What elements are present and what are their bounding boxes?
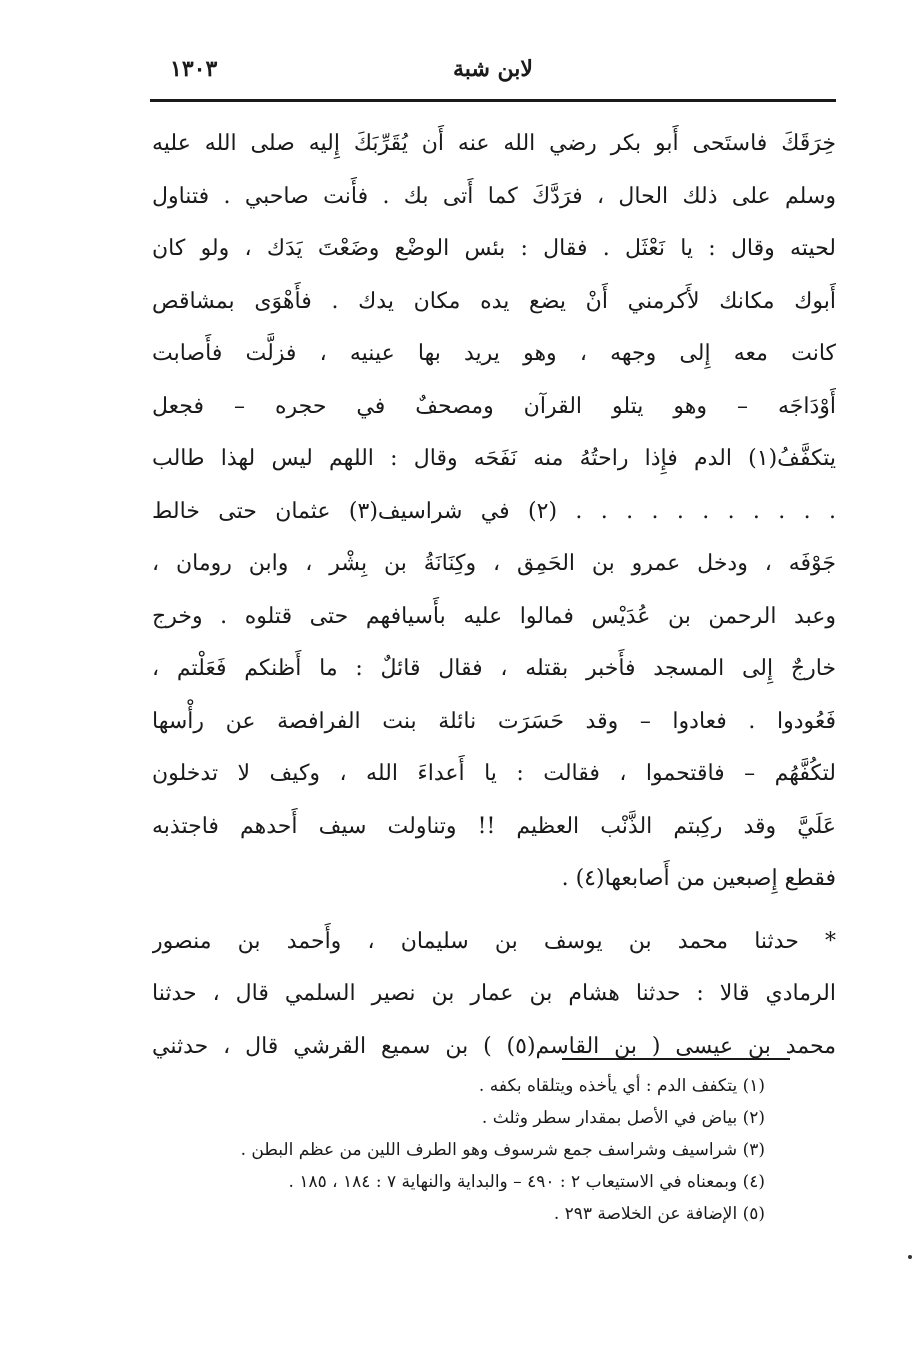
text-line: جَوْفَه ، ودخل عمرو بن الحَمِق ، وكِنَانَةُ بن بِشْر ، وابن رومان ، bbox=[152, 551, 836, 576]
text-line: لحيته وقال : يا نَعْثَل . فقال : بئس الوضْع وضَعْتَ يَدَك ، ولو كان bbox=[152, 236, 836, 261]
paragraph-line: الرمادي قالا : حدثنا هشام بن عمار بن نصير السلمي قال ، حدثنا bbox=[152, 981, 836, 1006]
page-number: ١٣٠٣ bbox=[170, 56, 218, 82]
footnote: (٢) بياض في الأصل بمقدار سطر وثلث . bbox=[481, 1108, 765, 1128]
text-line: كانت معه إِلى وجهه ، وهو يريد بها عينيه ، فزلَّت فأَصابت bbox=[152, 341, 836, 366]
running-title: لابن شبة bbox=[453, 56, 533, 82]
text-line: يتكفَّفُ(١) الدم فإِذا راحتُهُ منه نَفَحَه وقال : اللهم ليس لهذا طالب bbox=[152, 446, 836, 471]
text-line: . . . . . . . . . . . (٢) في شراسيف(٣) عثمان حتى خالط bbox=[152, 498, 836, 524]
paragraph-line: محمد بن عيسى ( بن القاسم(٥) ) بن سميع القرشي قال ، حدثني bbox=[152, 1033, 836, 1059]
footnote: (٥) الإضافة عن الخلاصة ٢٩٣ . bbox=[553, 1204, 765, 1224]
text-line: خارجٌ إِلى المسجد فأَخبر بقتله ، فقال قائلٌ : ما أَظنكم فَعَلْتم ، bbox=[152, 656, 836, 681]
text-line: فَعُودوا . فعادوا – وقد حَسَرَت نائلة بنت الفرافصة عن رأْسها bbox=[152, 708, 836, 734]
footnote: (٣) شراسيف وشراسف جمع شرسوف وهو الطرف اللين من عظم البطن . bbox=[240, 1140, 765, 1160]
header-rule bbox=[150, 99, 836, 102]
running-header bbox=[150, 56, 836, 96]
paragraph-line: * حدثنا محمد بن يوسف بن سليمان ، وأَحمد بن منصور bbox=[152, 928, 836, 954]
text-line: خِرَقَكَ فاستَحى أَبو بكر رضي الله عنه أَن يُقَرِّبَكَ إِليه صلى الله عليه bbox=[152, 131, 836, 156]
text-line: أَبوك مكانك لأَكرمني أَنْ يضع يده مكان يدك . فأَهْوَى بمشاقص bbox=[152, 288, 836, 314]
main-text bbox=[152, 118, 836, 1073]
scan-speck bbox=[908, 1255, 912, 1259]
footnote: (٤) وبمعناه في الاستيعاب ٢ : ٤٩٠ – والبداية والنهاية ٧ : ١٨٤ ، ١٨٥ . bbox=[288, 1172, 765, 1192]
footnote: (١) يتكفف الدم : أي يأخذه ويتلقاه بكفه . bbox=[478, 1076, 765, 1096]
text-line: أَوْدَاجَه – وهو يتلو القرآن ومصحفٌ في حجره – فجعل bbox=[152, 393, 836, 419]
text-line: عَلَيَّ وقد ركِبتم الذَّنْب العظيم !! وتناولت سيف أَحدهم فاجتذبه bbox=[152, 813, 836, 839]
text-line: لتكُفَّهُم – فاقتحموا ، فقالت : يا أَعداءَ الله ، وكيف لا تدخلون bbox=[152, 761, 836, 786]
text-line: وعبد الرحمن بن عُدَيْس فمالوا عليه بأَسيافهم حتى قتلوه . وخرج bbox=[152, 603, 836, 629]
text-line: فقطع إِصبعين من أَصابعها(٤) . bbox=[561, 866, 836, 891]
footnote-separator bbox=[562, 1058, 790, 1060]
footnotes bbox=[160, 1070, 765, 1230]
text-line: وسلم على ذلك الحال ، فرَدَّكَ كما أَتى بك . فأَنت صاحبي . فتناول bbox=[152, 183, 836, 209]
